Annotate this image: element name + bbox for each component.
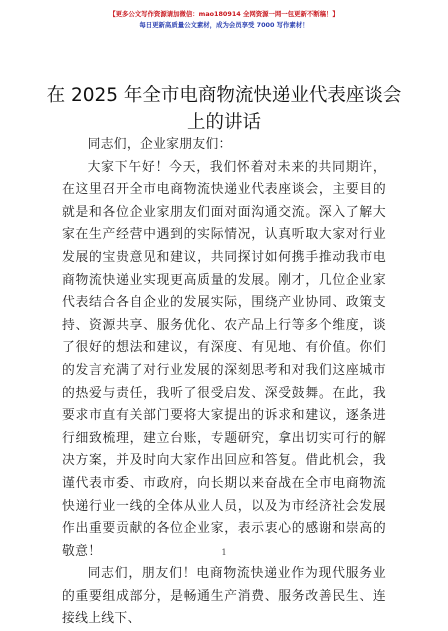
paragraph: 同志们，朋友们！电商物流快递业作为现代服务业的重要组成部分，是畅通生产消费、服务改善民生、连接线上线下、 <box>62 566 386 627</box>
page-number: 1 <box>221 548 227 557</box>
greeting: 同志们，企业家朋友们： <box>87 137 232 152</box>
promo-banner-line-1: 【更多公文写作资源请加微信：mao180914 全网资源一网一包更新不断稿！】 <box>109 10 339 18</box>
promo-banner-line-2: 每日更新高质量公文素材，成为会员享受 7000 写作素材！ <box>139 21 309 29</box>
paragraph: 大家下午好！今天，我们怀着对未来的共同期许，在这里召开全市电商物流快递业代表座谈会，主要目的就是和各位企业家朋友们面对面沟通交流。深入了解大家在生产经营中遇到的实际情况，认真听取大家对行业发展的宝贵意见和建议，共同探讨如何携手推动我市电商物流快递业实现更高质量的发展。刚才，几位企业家代表结合各自企业的发展实际，围绕产业协同、政策支持、资源共享、服务优化、农产品上行等多个维度，谈了很好的想法和建议，有深度、有见地、有价值。你们的发言充满了对行业发展的深刻思考和对我们这座城市的热爱与责任，我听了很受启发、深受鼓舞。在此，我要求市直有关部门要将大家提出的诉求和建议，逐条进行细致梳理，建立台账，专题研究，拿出切实可行的解决方案，并及时向大家作出回应和答复。借此机会，我谨代表市委、市政府，向长期以来奋战在全市电商物流快递行业一线的全体从业人员，以及为市经济社会发展作出重要贡献的各位企业家，表示衷心的感谢和崇高的敬意！ <box>62 159 386 559</box>
document-title: 在 2025 年全市电商物流快递业代表座谈会上的讲话 <box>46 85 402 133</box>
